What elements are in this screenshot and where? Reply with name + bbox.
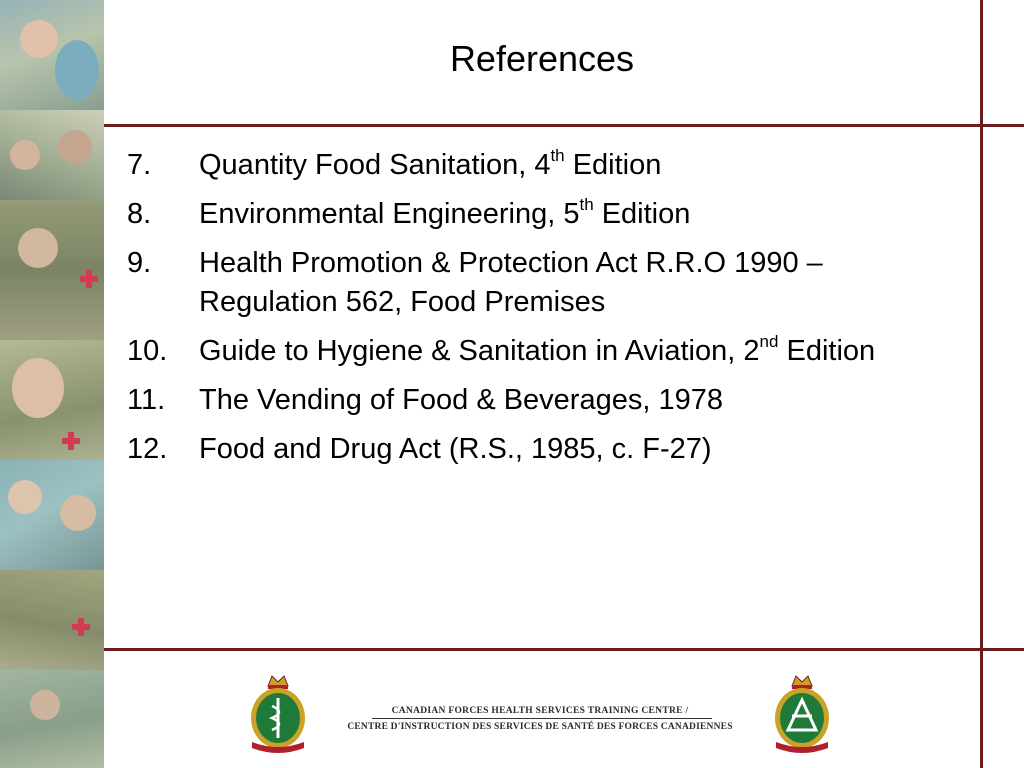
reference-title: The Vending of Food & Beverages, 1978: [199, 384, 723, 416]
unit-crest-logo: [770, 672, 834, 754]
photo-collage-strip: [0, 0, 104, 768]
reference-list: [127, 146, 957, 479]
reference-text: [199, 430, 957, 469]
footer-separator-line: [372, 718, 712, 719]
reference-edition: Edition: [778, 335, 876, 367]
reference-ordinal-suffix: th: [579, 195, 594, 215]
reference-number: 7.: [127, 149, 152, 181]
reference-text: [199, 332, 957, 371]
slide-title: References: [449, 38, 635, 79]
reference-ordinal-suffix: nd: [759, 332, 779, 352]
reference-ordinal-suffix: th: [550, 146, 565, 166]
reference-title: Environmental Engineering, 5: [199, 198, 580, 230]
reference-title: Quantity Food Sanitation, 4: [199, 149, 551, 181]
reference-text: [199, 244, 957, 322]
reference-number: 10.: [127, 335, 168, 367]
reference-number: 9.: [127, 247, 152, 279]
reference-item: [127, 146, 957, 185]
reference-title: Food and Drug Act (R.S., 1985, c. F-27): [199, 433, 712, 465]
reference-text: [199, 195, 957, 234]
reference-text: [199, 146, 957, 185]
cfhstc-crest-logo: [246, 672, 310, 754]
footer-line-french: CENTRE D'INSTRUCTION DES SERVICES DE SANTÉ DES FORCES CANADIENNES: [347, 722, 733, 732]
footer-organization-name: [320, 706, 760, 732]
reference-edition: Edition: [593, 198, 691, 230]
reference-item: [127, 244, 957, 322]
reference-item: [127, 195, 957, 234]
frame-right-line: [980, 0, 983, 768]
reference-number: 12.: [127, 433, 168, 465]
reference-title: Health Promotion & Protection Act R.R.O 1990 – Regulation 562, Food Premises: [199, 247, 823, 318]
title-divider: [104, 124, 1024, 127]
reference-edition: Edition: [564, 149, 662, 181]
reference-item: [127, 381, 957, 420]
reference-number: 11.: [127, 384, 166, 416]
footer-line-english: CANADIAN FORCES HEALTH SERVICES TRAINING CENTRE /: [391, 706, 689, 716]
reference-text: [199, 381, 957, 420]
reference-number: 8.: [127, 198, 152, 230]
footer-divider: [104, 648, 1024, 651]
reference-item: [127, 332, 957, 371]
reference-title: Guide to Hygiene & Sanitation in Aviation, 2: [199, 335, 760, 367]
reference-item: [127, 430, 957, 469]
